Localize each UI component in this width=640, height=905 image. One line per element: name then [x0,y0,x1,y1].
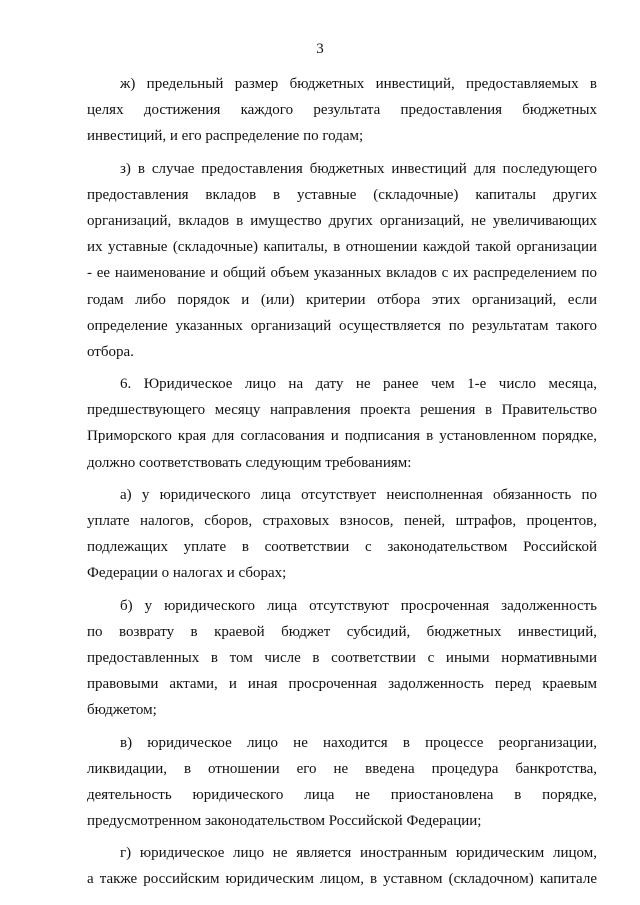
paragraph [87,482,597,587]
text-line: б) у юридического лица отсутствуют просроченная задолженность [120,597,597,614]
text-line: организаций, вкладов в имущество других организаций, не увеличивающих [87,212,597,229]
text-line: правовыми актами, и иная просроченная задолженность перед краевым [87,676,597,693]
text-line: ж) предельный размер бюджетных инвестиций, предоставляемых в [120,76,597,92]
document-body [87,71,597,899]
text-line: предусмотренном законодательством Российской Федерации; [87,813,482,830]
page-number: 3 [316,41,324,57]
text-line: отбора. [87,343,134,360]
text-line: Приморского края для согласования и подписания в установленном порядке, [87,428,597,445]
paragraph [87,840,597,892]
text-line: годам либо порядок и (или) критерии отбора этих организаций, если [87,291,597,308]
text-line: подлежащих уплате в соответствии с законодательством Российской [87,539,597,556]
text-line: - ее наименование и общий объем указанных вкладов с их распределением по [87,265,597,282]
text-line: предоставленных в том числе в соответствии с иными нормативными [87,649,597,666]
text-line: инвестиций, и его распределение по годам; [87,128,364,145]
text-line: должно соответствовать следующим требованиям: [87,454,412,471]
text-line: по возврату в краевой бюджет субсидий, бюджетных инвестиций, [87,623,597,640]
text-line: бюджетом; [87,702,157,719]
text-line: в) юридическое лицо не находится в процессе реорганизации, [120,734,597,751]
text-line: а) у юридического лица отсутствует неисполненная обязанность по [120,486,597,503]
paragraph [87,371,597,476]
text-line: г) юридическое лицо не является иностранным юридическим лицом, [120,845,597,862]
text-line: предоставления вкладов в уставные (складочные) капиталы других [87,186,597,203]
text-line: деятельность юридического лица не приостановлена в порядке, [87,786,597,803]
text-line: предшествующего месяцу направления проекта решения в Правительство [87,402,597,419]
text-line: их уставные (складочные) капиталы, в отношении каждой такой организации [87,239,597,256]
paragraph [87,730,597,835]
paragraph [87,71,597,150]
text-line: определение указанных организаций осуществляется по результатам такого [87,317,597,334]
text-line: целях достижения каждого результата предоставления бюджетных [87,102,597,119]
text-line: з) в случае предоставления бюджетных инвестиций для последующего [120,160,597,177]
paragraph [87,593,597,724]
text-line: ликвидации, в отношении его не введена процедура банкротства, [87,760,597,777]
text-line: Федерации о налогах и сборах; [87,565,287,582]
text-line: уплате налогов, сборов, страховых взносов, пеней, штрафов, процентов, [87,513,597,529]
text-line: а также российским юридическим лицом, в уставном (складочном) капитале [87,871,597,888]
text-line: 6. Юридическое лицо на дату не ранее чем 1-е число месяца, [120,376,597,393]
paragraph [87,156,597,366]
